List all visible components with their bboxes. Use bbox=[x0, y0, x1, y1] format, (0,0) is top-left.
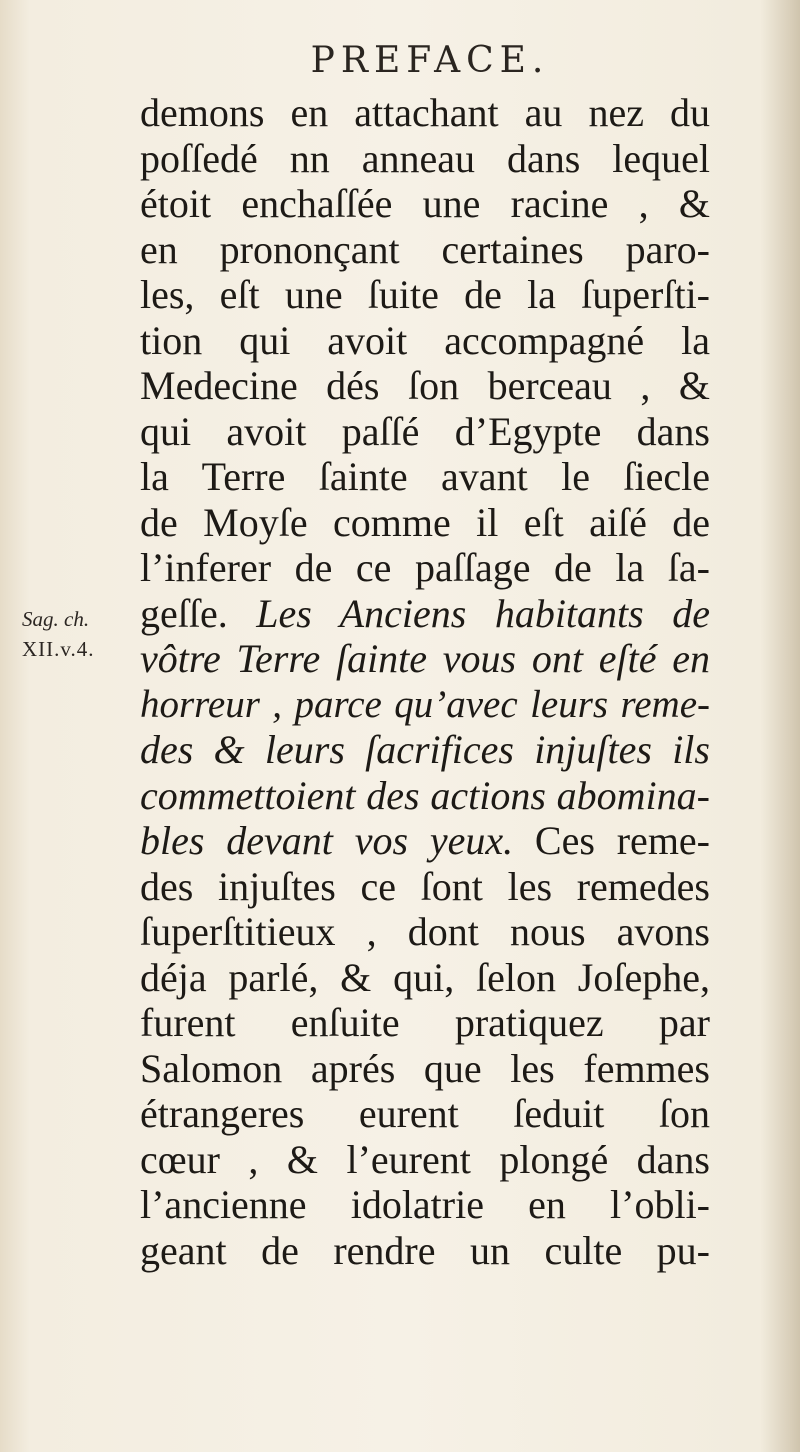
text-line: de Moyſe comme il eſt aiſé de bbox=[140, 499, 710, 545]
margin-reference-chapter: Sag. ch. bbox=[22, 607, 90, 631]
text-line: commettoient des actions abomina- bbox=[140, 772, 710, 818]
text-line: cœur , & l’eurent plongé dans bbox=[140, 1136, 710, 1182]
text-line: des injuſtes ce ſont les remedes bbox=[140, 863, 710, 909]
text-line: l’inferer de ce paſſage de la ſa- bbox=[140, 545, 710, 590]
text-line: la Terre ſainte avant le ſiecle bbox=[140, 454, 710, 499]
text-line: vôtre Terre ſainte vous ont eſté en bbox=[140, 636, 710, 681]
body-text bbox=[140, 90, 710, 1273]
text-line: qui avoit paſſé d’Egypte dans bbox=[140, 408, 710, 454]
text-line: geſſe. Les Anciens habitants de bbox=[140, 590, 711, 636]
text-line: étrangeres eurent ſeduit ſon bbox=[140, 1091, 710, 1136]
text-line: Medecine dés ſon berceau , & bbox=[140, 363, 710, 408]
margin-reference-verse: XII.v.4. bbox=[22, 637, 95, 661]
text-line: ſuperſtitieux , dont nous avons bbox=[140, 909, 710, 954]
text-line: des & leurs ſacrifices injuſtes ils bbox=[140, 727, 710, 772]
text-line: Salomon aprés que les femmes bbox=[140, 1045, 710, 1091]
text-line: geant de rendre un culte pu- bbox=[140, 1227, 710, 1273]
text-line: l’ancienne idolatrie en l’obli- bbox=[140, 1182, 710, 1227]
text-line: tion qui avoit accompagné la bbox=[140, 317, 710, 363]
text-line: étoit enchaſſée une racine , & bbox=[140, 181, 710, 226]
text-line: horreur , parce qu’avec leurs reme- bbox=[140, 682, 710, 726]
text-line: bles devant vos yeux. Ces reme- bbox=[140, 818, 711, 863]
text-line: poſſedé nn anneau dans lequel bbox=[140, 135, 710, 181]
text-line: demons en attachant au nez du bbox=[140, 90, 710, 135]
text-line: en prononçant certaines paro- bbox=[140, 226, 710, 272]
running-header: PREFACE. bbox=[310, 40, 550, 81]
text-line: furent enſuite pratiquez par bbox=[140, 1000, 710, 1045]
text-line: déja parlé, & qui, ſelon Joſephe, bbox=[140, 954, 710, 1000]
text-line: les, eſt une ſuite de la ſuperſti- bbox=[140, 272, 710, 317]
